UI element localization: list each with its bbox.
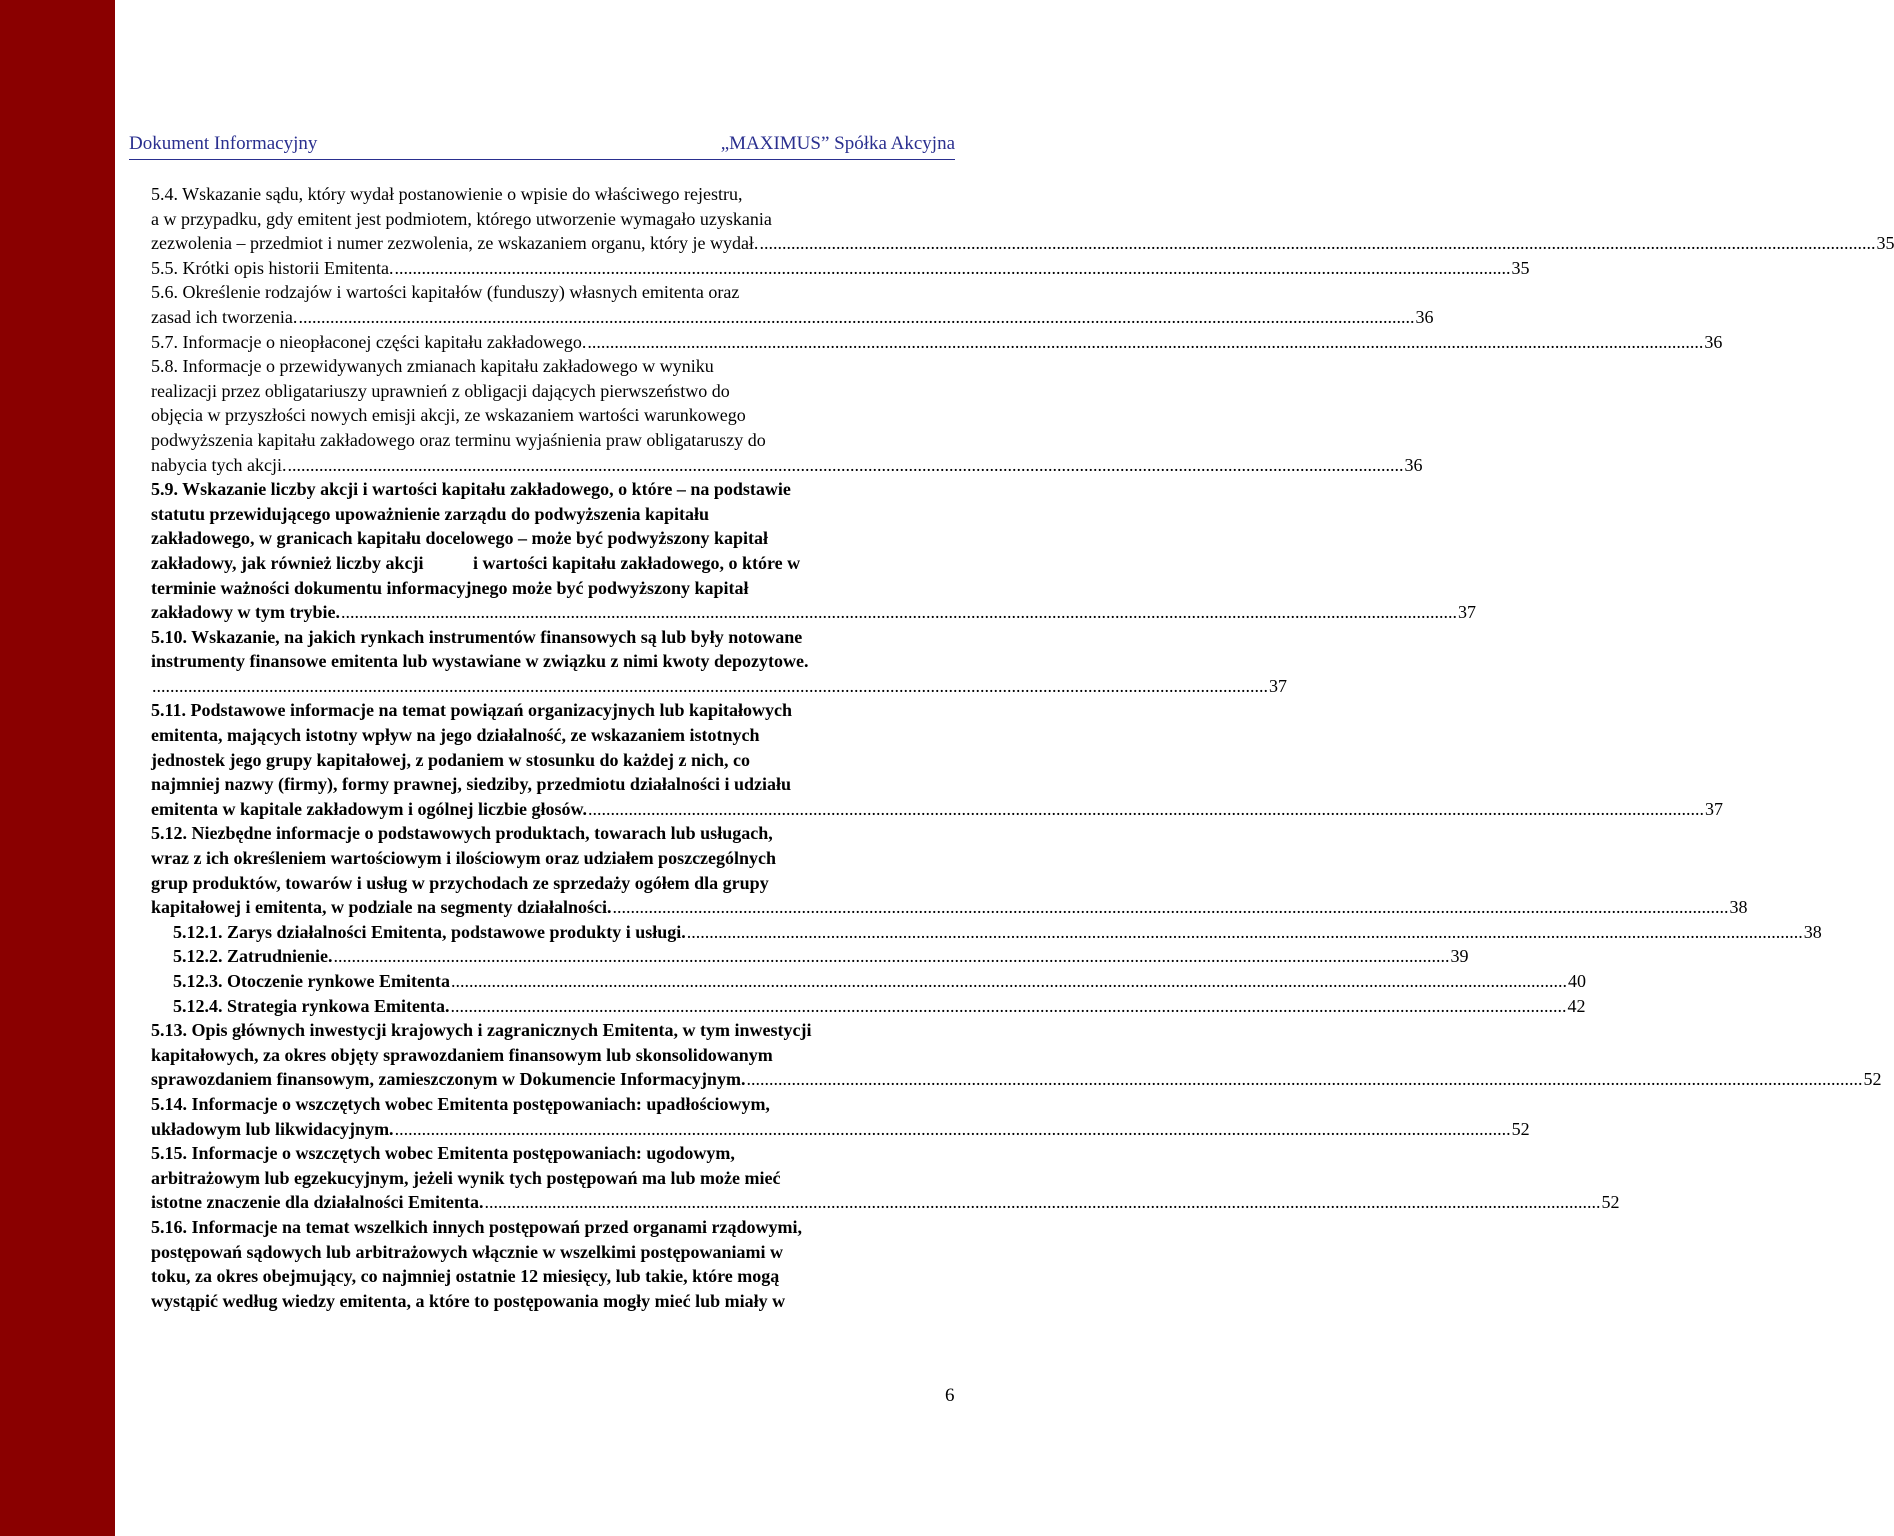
toc-dot-leader bbox=[287, 453, 1403, 478]
toc-entry-text: podwyższenia kapitału zakładowego oraz terminu wyjaśnienia praw obligataruszy do bbox=[151, 429, 766, 450]
toc-entry-last-line bbox=[151, 1190, 1620, 1215]
toc-entry-text: kapitałowej i emitenta, w podziale na segmenty działalności. bbox=[151, 897, 612, 918]
toc-page-number: 36 bbox=[1415, 306, 1434, 327]
toc-page-number: 52 bbox=[1511, 1118, 1530, 1139]
toc-entry-text: realizacji przez obligatariuszy uprawnień z obligacji dających pierwszeństwo do bbox=[151, 380, 730, 401]
toc-dot-leader bbox=[394, 256, 1510, 281]
toc-entry-text: postępowań sądowych lub arbitrażowych włącznie w wszelkimi postępowaniami w bbox=[151, 1241, 784, 1262]
toc-dot-leader bbox=[587, 330, 1703, 355]
toc-entry[interactable] bbox=[151, 625, 1287, 699]
page-number: 6 bbox=[945, 1385, 955, 1406]
toc-entry-text: 5.13. Opis głównych inwestycji krajowych i zagranicznych Emitenta, w tym inwestycji bbox=[151, 1020, 812, 1041]
toc-entry-last-line bbox=[151, 330, 1723, 355]
toc-entry-text: statutu przewidującego upoważnienie zarządu do podwyższenia kapitału bbox=[151, 503, 710, 524]
toc-entry[interactable] bbox=[151, 698, 1723, 821]
toc-dot-leader bbox=[341, 600, 1457, 625]
toc-entry-text: 5.12.3. Otoczenie rynkowe Emitenta bbox=[173, 971, 450, 991]
toc-entry-text: układowym lub likwidacyjnym. bbox=[151, 1118, 394, 1139]
toc-entry-text: zasad ich tworzenia. bbox=[151, 306, 298, 327]
toc-entry-text: zakładowy, jak również liczby akcji i wartości kapitału zakładowego, o które w bbox=[151, 552, 801, 573]
header-document-title: Dokument Informacyjny bbox=[129, 133, 318, 154]
toc-entry-last-line bbox=[151, 453, 1423, 478]
toc-entry-text: terminie ważności dokumentu informacyjnego może być podwyższony kapitał bbox=[151, 577, 749, 598]
toc-page-number: 37 bbox=[1457, 602, 1476, 623]
header-company-name: „MAXIMUS” Spółka Akcyjna bbox=[720, 133, 955, 154]
page-header bbox=[129, 133, 955, 155]
toc-entry-last-line bbox=[151, 895, 1748, 920]
toc-entry-text: 5.14. Informacje o wszczętych wobec Emitenta postępowaniach: upadłościowym, bbox=[151, 1093, 770, 1114]
toc-entry-text: jednostek jego grupy kapitałowej, z podaniem w stosunku do każdej z nich, co bbox=[151, 749, 751, 770]
toc-page-number: 40 bbox=[1567, 971, 1586, 991]
toc-entry-last-line bbox=[151, 1117, 1530, 1142]
toc-entry[interactable] bbox=[151, 1215, 955, 1313]
toc-entry-last-line bbox=[151, 600, 1476, 625]
toc-entry-text: 5.4. Wskazanie sądu, który wydał postanowienie o wpisie do właściwego rejestru, bbox=[151, 184, 743, 204]
toc-page-number: 39 bbox=[1450, 946, 1469, 967]
toc-entry-text: toku, za okres obejmujący, co najmniej ostatnie 12 miesięcy, lub takie, które mogą bbox=[151, 1266, 780, 1287]
toc-dot-leader bbox=[612, 895, 1728, 920]
toc-entry[interactable] bbox=[151, 477, 1476, 625]
toc-entry-text: 5.7. Informacje o nieopłaconej części kapitału zakładowego. bbox=[151, 331, 587, 352]
toc-entry[interactable] bbox=[151, 330, 1723, 355]
toc-dot-leader bbox=[152, 674, 1268, 699]
toc-entry-text: emitenta w kapitale zakładowym i ogólnej liczbie głosów. bbox=[151, 798, 587, 819]
toc-page-number: 36 bbox=[1404, 454, 1423, 475]
toc-entry-last-line bbox=[151, 797, 1723, 822]
toc-entry-text: 5.15. Informacje o wszczętych wobec Emitenta postępowaniach: ugodowym, bbox=[151, 1143, 735, 1164]
toc-entry-text: 5.9. Wskazanie liczby akcji i wartości kapitału zakładowego, o które – na podstawie bbox=[151, 479, 791, 500]
toc-entry-text: kapitałowych, za okres objęty sprawozdaniem finansowym lub skonsolidowanym bbox=[151, 1044, 773, 1065]
toc-entry[interactable] bbox=[151, 1141, 1620, 1215]
toc-entry-text: wraz z ich określeniem wartościowym i ilościowym oraz udziałem poszczególnych bbox=[151, 848, 777, 869]
toc-entry-text: istotne znaczenie dla działalności Emitenta. bbox=[151, 1192, 484, 1213]
toc-page-number: 42 bbox=[1567, 995, 1586, 1016]
sidebar-band bbox=[0, 0, 115, 1536]
toc-dot-leader bbox=[484, 1190, 1600, 1215]
toc-dot-leader bbox=[395, 1117, 1511, 1142]
toc-entry-text: 5.10. Wskazanie, na jakich rynkach instrumentów finansowych są lub były notowane bbox=[151, 626, 803, 647]
toc-entry[interactable] bbox=[151, 994, 1586, 1019]
toc-entry-text: najmniej nazwy (firmy), formy prawnej, siedziby, przedmiotu działalności i udziału bbox=[151, 774, 791, 795]
header-divider bbox=[129, 159, 955, 160]
toc-entry[interactable] bbox=[151, 920, 1822, 945]
toc-entry-text: 5.6. Określenie rodzajów i wartości kapitałów (funduszy) własnych emitenta oraz bbox=[151, 282, 740, 303]
toc-entry[interactable] bbox=[151, 821, 1748, 919]
toc-dot-leader bbox=[298, 305, 1414, 330]
toc-entry-text: 5.12.1. Zarys działalności Emitenta, podstawowe produkty i usługi. bbox=[173, 921, 686, 942]
toc-dot-leader bbox=[687, 920, 1803, 945]
toc-entry-text: nabycia tych akcji. bbox=[151, 454, 287, 475]
toc-entry-text: zezwolenia – przedmiot i numer zezwolenia, ze wskazaniem organu, który je wydał. bbox=[151, 233, 759, 254]
toc-entry-last-line bbox=[173, 994, 1586, 1019]
toc-entry-text: 5.8. Informacje o przewidywanych zmianach kapitału zakładowego w wyniku bbox=[151, 356, 714, 377]
toc-page-number: 38 bbox=[1729, 897, 1748, 918]
table-of-contents bbox=[151, 182, 1894, 1313]
toc-entry-text: grup produktów, towarów i usług w przychodach ze sprzedaży ogółem dla grupy bbox=[151, 872, 769, 893]
toc-entry-last-line bbox=[151, 256, 1530, 281]
toc-page-number: 36 bbox=[1704, 331, 1723, 352]
toc-dot-leader bbox=[759, 231, 1875, 256]
toc-page-number: 35 bbox=[1876, 233, 1894, 254]
toc-entry[interactable] bbox=[151, 944, 1469, 969]
toc-entry-text: 5.12. Niezbędne informacje o podstawowych produktach, towarach lub usługach, bbox=[151, 823, 773, 844]
toc-entry[interactable] bbox=[151, 280, 1434, 329]
toc-entry-last-line bbox=[173, 969, 1586, 994]
toc-page-number: 38 bbox=[1803, 921, 1822, 942]
toc-entry[interactable] bbox=[151, 1092, 1530, 1141]
toc-dot-leader bbox=[334, 944, 1450, 969]
toc-entry-last-line bbox=[151, 231, 1894, 256]
toc-entry-text: emitenta, mających istotny wpływ na jego działalność, ze wskazaniem istotnych bbox=[151, 725, 760, 746]
toc-dot-leader bbox=[588, 797, 1704, 822]
toc-entry-last-line bbox=[151, 305, 1434, 330]
toc-page-number: 37 bbox=[1704, 798, 1723, 819]
toc-entry-text: a w przypadku, gdy emitent jest podmiotem, którego utworzenie wymagało uzyskania bbox=[151, 208, 772, 229]
toc-entry-text: 5.12.4. Strategia rynkowa Emitenta. bbox=[173, 995, 450, 1016]
toc-entry-text: zakładowego, w granicach kapitału docelowego – może być podwyższony kapitał bbox=[151, 528, 769, 549]
toc-entry-text: arbitrażowym lub egzekucyjnym, jeżeli wynik tych postępowań ma lub może mieć bbox=[151, 1167, 781, 1188]
toc-entry-text: zakładowy w tym trybie. bbox=[151, 602, 340, 623]
toc-entry-text: objęcia w przyszłości nowych emisji akcji, ze wskazaniem wartości warunkowego bbox=[151, 405, 746, 426]
toc-entry-text: wystąpić według wiedzy emitenta, a które to postępowania mogły mieć lub miały w bbox=[151, 1290, 786, 1311]
toc-entry-text: 5.5. Krótki opis historii Emitenta. bbox=[151, 257, 394, 278]
toc-entry-text: 5.12.2. Zatrudnienie. bbox=[173, 946, 333, 967]
toc-entry[interactable] bbox=[151, 354, 1423, 477]
toc-entry-last-line bbox=[151, 674, 1287, 699]
toc-entry-last-line bbox=[173, 944, 1469, 969]
toc-entry-text: 5.16. Informacje na temat wszelkich innych postępowań przed organami rządowymi, bbox=[151, 1216, 802, 1237]
toc-page-number: 37 bbox=[1269, 675, 1287, 696]
toc-page-number: 35 bbox=[1511, 257, 1530, 278]
toc-dot-leader bbox=[746, 1067, 1862, 1092]
toc-entry[interactable] bbox=[151, 182, 1894, 256]
toc-dot-leader bbox=[451, 969, 1567, 994]
toc-entry-text: sprawozdaniem finansowym, zamieszczonym w Dokumencie Informacyjnym. bbox=[151, 1069, 746, 1090]
toc-page-number: 52 bbox=[1601, 1192, 1620, 1213]
toc-entry[interactable] bbox=[151, 256, 1530, 281]
toc-entry-last-line bbox=[151, 1067, 1882, 1092]
toc-entry-text: 5.11. Podstawowe informacje na temat powiązań organizacyjnych lub kapitałowych bbox=[151, 700, 792, 721]
toc-page-number: 52 bbox=[1863, 1069, 1882, 1090]
toc-dot-leader bbox=[450, 994, 1566, 1019]
toc-entry-text: instrumenty finansowe emitenta lub wystawiane w związku z nimi kwoty depozytowe. bbox=[151, 651, 809, 672]
toc-entry-last-line bbox=[173, 920, 1822, 945]
toc-entry[interactable] bbox=[151, 969, 1586, 994]
toc-entry[interactable] bbox=[151, 1018, 1882, 1092]
